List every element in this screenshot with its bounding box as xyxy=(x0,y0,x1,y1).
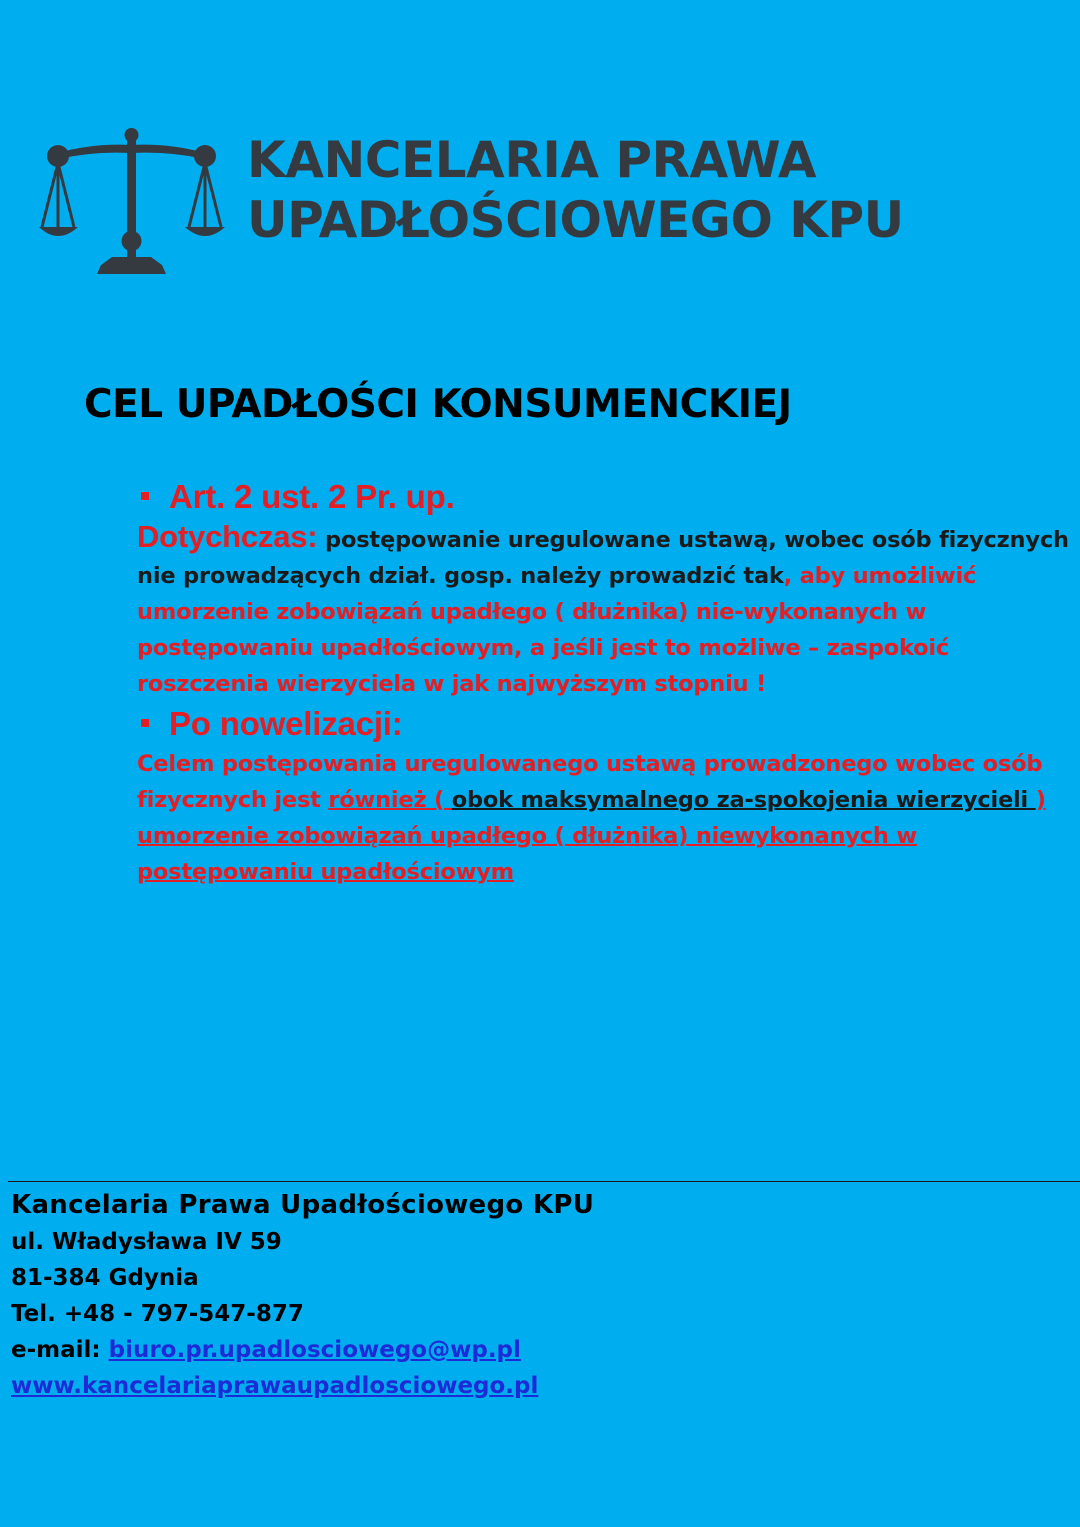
footer-email-label: e-mail: xyxy=(11,1337,109,1363)
logo-line-2: UPADŁOŚCIOWEGO KPU xyxy=(247,191,904,249)
email-link[interactable]: biuro.pr.upadlosciowego@wp.pl xyxy=(108,1337,521,1363)
paragraph-nowelizacja xyxy=(137,746,1077,890)
bullet-art-label: Art. 2 ust. 2 Pr. up. xyxy=(169,478,455,515)
bullet-nowelizacja-label: Po nowelizacji: xyxy=(169,705,403,742)
dotychczas-lead: Dotychczas: xyxy=(137,519,318,554)
footer-divider xyxy=(8,1181,1080,1182)
paragraph-dotychczas xyxy=(137,519,1077,702)
nowelizacja-text: Celem postępowania uregulowanego ustawą prowadzonego wobec osób fizycznych jest xyxy=(137,751,1043,813)
content xyxy=(137,475,1077,890)
footer-street: ul. Władysława IV 59 xyxy=(11,1229,282,1255)
nowelizacja-underlined-1: również ( xyxy=(328,787,452,813)
page-title: CEL UPADŁOŚCI KONSUMENCKIEJ xyxy=(84,382,792,427)
bullet-square-icon xyxy=(141,492,149,500)
footer-city: 81-384 Gdynia xyxy=(11,1265,199,1291)
footer-email-row xyxy=(11,1332,594,1368)
footer-contact xyxy=(11,1186,594,1404)
footer-company: Kancelaria Prawa Upadłościowego KPU xyxy=(11,1190,595,1220)
bullet-square-icon xyxy=(141,719,149,727)
dotychczas-text: postępowanie uregulowane ustawą, wobec osób fizycznych nie prowadzących dział. gosp. należy prowadzić tak xyxy=(137,527,1069,589)
footer-website-row xyxy=(11,1368,594,1404)
logo-text xyxy=(247,130,904,250)
footer-phone: Tel. +48 - 797-547-877 xyxy=(11,1301,304,1327)
bullet-art xyxy=(137,475,1077,519)
bullet-nowelizacja xyxy=(137,702,1077,746)
website-link[interactable]: www.kancelariaprawaupadlosciowego.pl xyxy=(11,1373,539,1399)
nowelizacja-underlined-black: obok maksymalnego za-spokojenia wierzycieli xyxy=(451,787,1036,813)
dotychczas-text-red: , aby umożliwić umorzenie zobowiązań upadłego ( dłużnika) nie-wykonanych w postępowaniu upadłościowym, a jeśli jest to możliwe – zaspokoić roszczenia wierzyciela w jak najwyższym stopniu ! xyxy=(137,563,977,697)
scales-of-justice-icon xyxy=(38,125,233,275)
nowelizacja-underlined-2: ) umorzenie zobowiązań upadłego ( dłużnika) niewykonanych w postępowaniu upadłościowym xyxy=(137,787,1046,885)
logo-line-1: KANCELARIA PRAWA xyxy=(247,131,817,189)
